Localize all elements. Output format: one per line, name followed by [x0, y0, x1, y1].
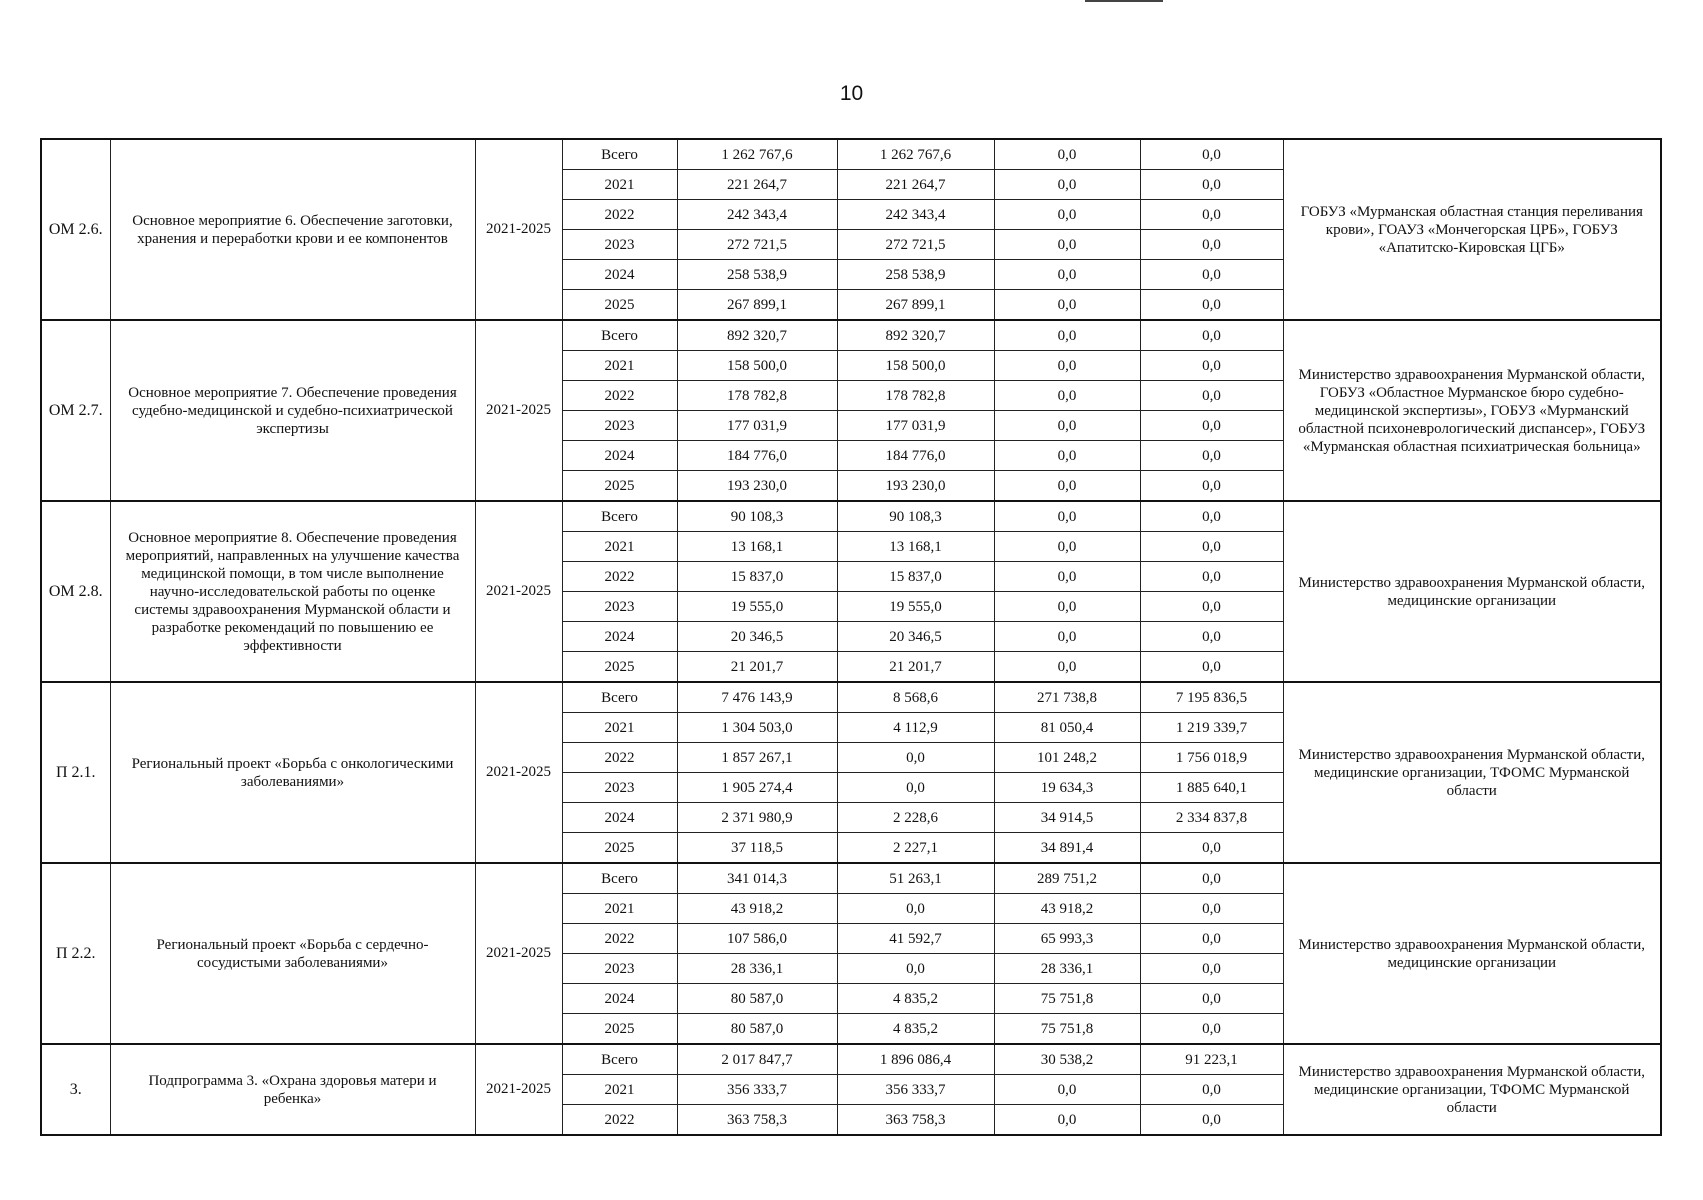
total-cell: 193 230,0 — [677, 471, 837, 502]
row-executor: Министерство здравоохранения Мурманской области, ГОБУЗ «Областное Мурманское бюро судебно-медицинской экспертизы», ГОБУЗ «Мурманский областной психоневрологический диспансер», ГОБУЗ «Мурманская областная психиатрическая больница» — [1283, 320, 1661, 501]
row-code: ОМ 2.6. — [41, 139, 110, 320]
row-period: 2021-2025 — [475, 863, 562, 1044]
funding-cell-2: 0,0 — [994, 441, 1140, 471]
year-cell: 2023 — [562, 773, 677, 803]
total-cell: 177 031,9 — [677, 411, 837, 441]
year-cell: Всего — [562, 320, 677, 351]
funding-cell-3: 0,0 — [1140, 652, 1283, 683]
table-row — [41, 682, 1661, 713]
funding-cell-2: 271 738,8 — [994, 682, 1140, 713]
funding-cell-1: 4 835,2 — [837, 1014, 994, 1045]
funding-cell-3: 0,0 — [1140, 230, 1283, 260]
funding-cell-3: 1 219 339,7 — [1140, 713, 1283, 743]
funding-cell-1: 272 721,5 — [837, 230, 994, 260]
row-period: 2021-2025 — [475, 501, 562, 682]
funding-cell-1: 258 538,9 — [837, 260, 994, 290]
funding-cell-2: 0,0 — [994, 381, 1140, 411]
funding-cell-1: 177 031,9 — [837, 411, 994, 441]
funding-cell-3: 0,0 — [1140, 139, 1283, 170]
total-cell: 19 555,0 — [677, 592, 837, 622]
funding-cell-1: 221 264,7 — [837, 170, 994, 200]
total-cell: 21 201,7 — [677, 652, 837, 683]
table-body — [41, 139, 1661, 1135]
table-row — [41, 1044, 1661, 1075]
year-cell: 2023 — [562, 592, 677, 622]
funding-cell-2: 0,0 — [994, 411, 1140, 441]
year-cell: 2023 — [562, 954, 677, 984]
table-row — [41, 863, 1661, 894]
row-period: 2021-2025 — [475, 682, 562, 863]
funding-cell-3: 0,0 — [1140, 592, 1283, 622]
funding-cell-3: 0,0 — [1140, 170, 1283, 200]
total-cell: 341 014,3 — [677, 863, 837, 894]
total-cell: 158 500,0 — [677, 351, 837, 381]
row-executor: Министерство здравоохранения Мурманской области, медицинские организации — [1283, 501, 1661, 682]
funding-cell-1: 158 500,0 — [837, 351, 994, 381]
funding-cell-2: 0,0 — [994, 592, 1140, 622]
total-cell: 2 017 847,7 — [677, 1044, 837, 1075]
funding-cell-1: 0,0 — [837, 954, 994, 984]
funding-cell-2: 0,0 — [994, 532, 1140, 562]
funding-cell-2: 0,0 — [994, 170, 1140, 200]
year-cell: 2021 — [562, 1075, 677, 1105]
funding-cell-2: 0,0 — [994, 622, 1140, 652]
total-cell: 184 776,0 — [677, 441, 837, 471]
year-cell: 2021 — [562, 894, 677, 924]
funding-cell-2: 43 918,2 — [994, 894, 1140, 924]
year-cell: 2021 — [562, 170, 677, 200]
funding-cell-3: 0,0 — [1140, 200, 1283, 230]
funding-cell-3: 0,0 — [1140, 863, 1283, 894]
row-period: 2021-2025 — [475, 139, 562, 320]
year-cell: 2025 — [562, 833, 677, 864]
funding-cell-3: 2 334 837,8 — [1140, 803, 1283, 833]
funding-cell-3: 0,0 — [1140, 1105, 1283, 1136]
funding-cell-3: 1 756 018,9 — [1140, 743, 1283, 773]
funding-cell-2: 34 914,5 — [994, 803, 1140, 833]
total-cell: 892 320,7 — [677, 320, 837, 351]
funding-cell-2: 28 336,1 — [994, 954, 1140, 984]
funding-cell-1: 0,0 — [837, 773, 994, 803]
funding-cell-3: 0,0 — [1140, 894, 1283, 924]
table-row — [41, 501, 1661, 532]
funding-cell-3: 0,0 — [1140, 562, 1283, 592]
total-cell: 242 343,4 — [677, 200, 837, 230]
year-cell: Всего — [562, 1044, 677, 1075]
funding-cell-3: 0,0 — [1140, 622, 1283, 652]
funding-cell-1: 0,0 — [837, 894, 994, 924]
total-cell: 37 118,5 — [677, 833, 837, 864]
total-cell: 80 587,0 — [677, 1014, 837, 1045]
funding-cell-1: 892 320,7 — [837, 320, 994, 351]
funding-cell-1: 242 343,4 — [837, 200, 994, 230]
funding-cell-3: 1 885 640,1 — [1140, 773, 1283, 803]
year-cell: Всего — [562, 682, 677, 713]
funding-cell-3: 0,0 — [1140, 260, 1283, 290]
funding-cell-3: 0,0 — [1140, 833, 1283, 864]
total-cell: 267 899,1 — [677, 290, 837, 321]
year-cell: 2022 — [562, 924, 677, 954]
funding-cell-1: 193 230,0 — [837, 471, 994, 502]
row-period: 2021-2025 — [475, 320, 562, 501]
row-name: Региональный проект «Борьба с сердечно-сосудистыми заболеваниями» — [110, 863, 475, 1044]
row-code: П 2.2. — [41, 863, 110, 1044]
total-cell: 28 336,1 — [677, 954, 837, 984]
year-cell: 2024 — [562, 260, 677, 290]
row-executor: Министерство здравоохранения Мурманской области, медицинские организации, ТФОМС Мурманской области — [1283, 1044, 1661, 1135]
year-cell: 2023 — [562, 411, 677, 441]
total-cell: 2 371 980,9 — [677, 803, 837, 833]
funding-cell-3: 0,0 — [1140, 984, 1283, 1014]
year-cell: 2021 — [562, 713, 677, 743]
year-cell: Всего — [562, 139, 677, 170]
total-cell: 43 918,2 — [677, 894, 837, 924]
funding-cell-3: 0,0 — [1140, 924, 1283, 954]
year-cell: 2021 — [562, 532, 677, 562]
year-cell: 2021 — [562, 351, 677, 381]
table-row — [41, 139, 1661, 170]
funding-cell-1: 20 346,5 — [837, 622, 994, 652]
funding-cell-1: 356 333,7 — [837, 1075, 994, 1105]
funding-cell-1: 15 837,0 — [837, 562, 994, 592]
funding-cell-1: 4 112,9 — [837, 713, 994, 743]
row-code: 3. — [41, 1044, 110, 1135]
funding-cell-3: 7 195 836,5 — [1140, 682, 1283, 713]
funding-cell-3: 91 223,1 — [1140, 1044, 1283, 1075]
funding-cell-2: 0,0 — [994, 139, 1140, 170]
funding-cell-2: 0,0 — [994, 260, 1140, 290]
funding-cell-2: 81 050,4 — [994, 713, 1140, 743]
funding-cell-2: 75 751,8 — [994, 984, 1140, 1014]
funding-cell-3: 0,0 — [1140, 532, 1283, 562]
page-number: 10 — [839, 82, 864, 105]
funding-cell-1: 0,0 — [837, 743, 994, 773]
funding-cell-2: 0,0 — [994, 230, 1140, 260]
row-executor: Министерство здравоохранения Мурманской области, медицинские организации — [1283, 863, 1661, 1044]
funding-cell-2: 0,0 — [994, 200, 1140, 230]
year-cell: 2025 — [562, 652, 677, 683]
row-code: П 2.1. — [41, 682, 110, 863]
year-cell: 2024 — [562, 803, 677, 833]
funding-cell-1: 13 168,1 — [837, 532, 994, 562]
funding-cell-1: 267 899,1 — [837, 290, 994, 321]
row-code: ОМ 2.8. — [41, 501, 110, 682]
funding-cell-2: 101 248,2 — [994, 743, 1140, 773]
total-cell: 13 168,1 — [677, 532, 837, 562]
funding-cell-3: 0,0 — [1140, 501, 1283, 532]
total-cell: 80 587,0 — [677, 984, 837, 1014]
total-cell: 20 346,5 — [677, 622, 837, 652]
total-cell: 178 782,8 — [677, 381, 837, 411]
funding-cell-2: 0,0 — [994, 501, 1140, 532]
total-cell: 1 905 274,4 — [677, 773, 837, 803]
funding-cell-3: 0,0 — [1140, 471, 1283, 502]
total-cell: 1 304 503,0 — [677, 713, 837, 743]
funding-cell-2: 0,0 — [994, 290, 1140, 321]
total-cell: 90 108,3 — [677, 501, 837, 532]
funding-cell-1: 184 776,0 — [837, 441, 994, 471]
table-row — [41, 320, 1661, 351]
funding-cell-1: 4 835,2 — [837, 984, 994, 1014]
funding-cell-1: 51 263,1 — [837, 863, 994, 894]
funding-cell-1: 19 555,0 — [837, 592, 994, 622]
funding-cell-1: 363 758,3 — [837, 1105, 994, 1136]
funding-cell-1: 178 782,8 — [837, 381, 994, 411]
year-cell: 2025 — [562, 471, 677, 502]
row-period: 2021-2025 — [475, 1044, 562, 1135]
funding-cell-2: 0,0 — [994, 1105, 1140, 1136]
funding-cell-3: 0,0 — [1140, 1075, 1283, 1105]
funding-cell-2: 19 634,3 — [994, 773, 1140, 803]
funding-cell-2: 30 538,2 — [994, 1044, 1140, 1075]
row-name: Региональный проект «Борьба с онкологическими заболеваниями» — [110, 682, 475, 863]
funding-cell-3: 0,0 — [1140, 381, 1283, 411]
funding-cell-2: 0,0 — [994, 1075, 1140, 1105]
funding-cell-3: 0,0 — [1140, 441, 1283, 471]
funding-cell-2: 0,0 — [994, 471, 1140, 502]
year-cell: 2025 — [562, 290, 677, 321]
funding-cell-1: 21 201,7 — [837, 652, 994, 683]
funding-cell-3: 0,0 — [1140, 290, 1283, 321]
row-code: ОМ 2.7. — [41, 320, 110, 501]
funding-table — [40, 138, 1662, 1136]
funding-cell-2: 289 751,2 — [994, 863, 1140, 894]
row-executor: ГОБУЗ «Мурманская областная станция переливания крови», ГОАУЗ «Мончегорская ЦРБ», ГОБУЗ «Апатитско-Кировская ЦГБ» — [1283, 139, 1661, 320]
funding-cell-2: 0,0 — [994, 351, 1140, 381]
year-cell: Всего — [562, 501, 677, 532]
year-cell: 2024 — [562, 984, 677, 1014]
funding-cell-3: 0,0 — [1140, 1014, 1283, 1045]
total-cell: 363 758,3 — [677, 1105, 837, 1136]
funding-cell-2: 75 751,8 — [994, 1014, 1140, 1045]
funding-cell-3: 0,0 — [1140, 320, 1283, 351]
total-cell: 1 857 267,1 — [677, 743, 837, 773]
year-cell: 2022 — [562, 562, 677, 592]
top-mark — [1085, 0, 1163, 2]
funding-cell-3: 0,0 — [1140, 351, 1283, 381]
funding-cell-3: 0,0 — [1140, 954, 1283, 984]
total-cell: 107 586,0 — [677, 924, 837, 954]
funding-cell-2: 0,0 — [994, 562, 1140, 592]
funding-cell-3: 0,0 — [1140, 411, 1283, 441]
funding-cell-1: 1 262 767,6 — [837, 139, 994, 170]
row-name: Подпрограмма 3. «Охрана здоровья матери и ребенка» — [110, 1044, 475, 1135]
year-cell: 2022 — [562, 200, 677, 230]
year-cell: 2022 — [562, 743, 677, 773]
total-cell: 356 333,7 — [677, 1075, 837, 1105]
row-name: Основное мероприятие 6. Обеспечение заготовки, хранения и переработки крови и ее компонентов — [110, 139, 475, 320]
funding-cell-1: 8 568,6 — [837, 682, 994, 713]
year-cell: 2025 — [562, 1014, 677, 1045]
funding-cell-2: 65 993,3 — [994, 924, 1140, 954]
year-cell: 2024 — [562, 622, 677, 652]
funding-cell-1: 2 228,6 — [837, 803, 994, 833]
row-name: Основное мероприятие 7. Обеспечение проведения судебно-медицинской и судебно-психиатрической экспертизы — [110, 320, 475, 501]
funding-cell-2: 0,0 — [994, 652, 1140, 683]
year-cell: 2022 — [562, 381, 677, 411]
year-cell: 2022 — [562, 1105, 677, 1136]
year-cell: Всего — [562, 863, 677, 894]
total-cell: 272 721,5 — [677, 230, 837, 260]
total-cell: 258 538,9 — [677, 260, 837, 290]
funding-cell-2: 34 891,4 — [994, 833, 1140, 864]
total-cell: 15 837,0 — [677, 562, 837, 592]
funding-cell-2: 0,0 — [994, 320, 1140, 351]
funding-cell-1: 1 896 086,4 — [837, 1044, 994, 1075]
row-name: Основное мероприятие 8. Обеспечение проведения мероприятий, направленных на улучшение качества медицинской помощи, в том числе выполнение научно-исследовательской работы по оценке системы здравоохранения Мурманской области и разработке рекомендаций по повышению ее эффективности — [110, 501, 475, 682]
year-cell: 2024 — [562, 441, 677, 471]
total-cell: 221 264,7 — [677, 170, 837, 200]
row-executor: Министерство здравоохранения Мурманской области, медицинские организации, ТФОМС Мурманской области — [1283, 682, 1661, 863]
funding-cell-1: 2 227,1 — [837, 833, 994, 864]
funding-cell-1: 41 592,7 — [837, 924, 994, 954]
total-cell: 1 262 767,6 — [677, 139, 837, 170]
total-cell: 7 476 143,9 — [677, 682, 837, 713]
year-cell: 2023 — [562, 230, 677, 260]
funding-cell-1: 90 108,3 — [837, 501, 994, 532]
